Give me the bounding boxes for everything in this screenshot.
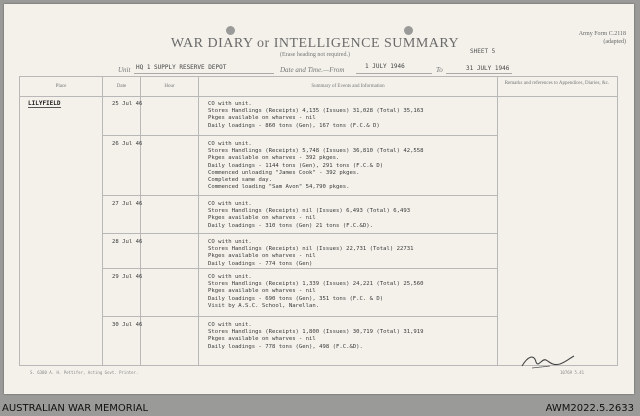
- handwritten-signature: [520, 350, 576, 372]
- entry-summary: CO with unit. Stores Handlings (Receipts) 1,339 (Issues) 24,221 (Total) 25,560 Pkges available on wharves - nil Daily loadings - 690 tons (Gen), 351 tons (F.C. & D) Visit by A.S.C. School, Narellan.: [208, 274, 424, 309]
- entry-date: 28 Jul 46: [112, 239, 143, 245]
- unit-label: Unit: [118, 66, 131, 74]
- diary-title: WAR DIARY or INTELLIGENCE SUMMARY: [170, 36, 460, 51]
- archive-reference: AWM2022.5.2633: [545, 403, 634, 414]
- date-to-label: To: [436, 66, 443, 74]
- place-lilyfield: LILYFIELD: [28, 100, 61, 107]
- date-to-underline: [446, 73, 512, 74]
- entry-date: 25 Jul 46: [112, 101, 143, 107]
- sheet-number: SHEET 5: [470, 48, 496, 55]
- column-header-summary: Summary of Events and Information: [311, 84, 385, 89]
- column-divider: [497, 76, 498, 366]
- entry-divider: [102, 316, 498, 317]
- entry-summary: CO with unit. Stores Handlings (Receipts) 5,748 (Issues) 36,810 (Total) 42,558 Pkges available on wharves - 392 pkges. Daily loadings - 1144 tons (Gen), 291 tons (F.C.& D) Commenced unloading "James Cook" - 392 pkges. Completed same day. Commenced loading "Sam Avon" 54,790 pkges.: [208, 141, 424, 191]
- entry-divider: [102, 233, 498, 234]
- army-form-label: [579, 30, 626, 46]
- diary-subtitle: (Erase heading not required.): [280, 52, 350, 58]
- date-from-underline: [356, 73, 432, 74]
- unit-underline: [134, 73, 274, 74]
- entry-summary: CO with unit. Stores Handlings (Receipts) 1,800 (Issues) 30,719 (Total) 31,919 Pkges available on wharves - nil Daily loadings - 778 tons (Gen), 498 (F.C.&D).: [208, 322, 424, 350]
- entry-divider: [102, 195, 498, 196]
- column-header-place: Place: [55, 84, 67, 89]
- entry-date: 27 Jul 46: [112, 201, 143, 207]
- entry-date: 29 Jul 46: [112, 274, 143, 280]
- column-header-remarks: Remarks and references to Appendices, Diaries, &c.: [504, 81, 610, 86]
- column-divider: [102, 76, 103, 366]
- entry-summary: CO with unit. Stores Handlings (Receipts) 4,135 (Issues) 31,028 (Total) 35,163 Pkges available on wharves - nil Daily loadings - 860 tons (Gen), 167 tons (F.C.& D): [208, 101, 424, 129]
- header-row-divider: [19, 96, 617, 97]
- column-divider: [198, 76, 199, 366]
- printer-imprint: S. 6380 A. H. Pettifer, Acting Govt. Printer.: [30, 370, 139, 375]
- entry-divider: [102, 268, 498, 269]
- column-header-hour: Hour: [164, 84, 175, 89]
- entry-summary: CO with unit. Stores Handlings (Receipts) nil (Issues) 22,731 (Total) 22731 Pkges available on wharves - nil Daily loadings - 774 tons (Gen): [208, 239, 414, 267]
- date-to-value: 31 JULY 1946: [466, 65, 510, 72]
- army-form-note: (adapted): [603, 39, 626, 45]
- entry-date: 26 Jul 46: [112, 141, 143, 147]
- punch-hole: [404, 26, 413, 35]
- unit-value: HQ 1 SUPPLY RESERVE DEPOT: [136, 64, 227, 71]
- army-form-number: Army Form C.2118: [578, 31, 626, 37]
- column-header-date: Date: [116, 84, 127, 89]
- entry-divider: [102, 135, 498, 136]
- entry-summary: CO with unit. Stores Handlings (Receipts) nil (Issues) 6,493 (Total) 6,493 Pkges available on wharves - nil Daily loadings - 310 tons (Gen) 21 tons (F.C.&D).: [208, 201, 411, 229]
- entry-date: 30 Jul 46: [112, 322, 143, 328]
- date-from-label: Date and Time.—From: [280, 66, 345, 74]
- archive-caption: AUSTRALIAN WAR MEMORIAL: [2, 403, 149, 414]
- date-from-value: 1 JULY 1946: [365, 63, 405, 70]
- printer-code: 10769 5.41: [560, 370, 585, 375]
- punch-hole: [226, 26, 235, 35]
